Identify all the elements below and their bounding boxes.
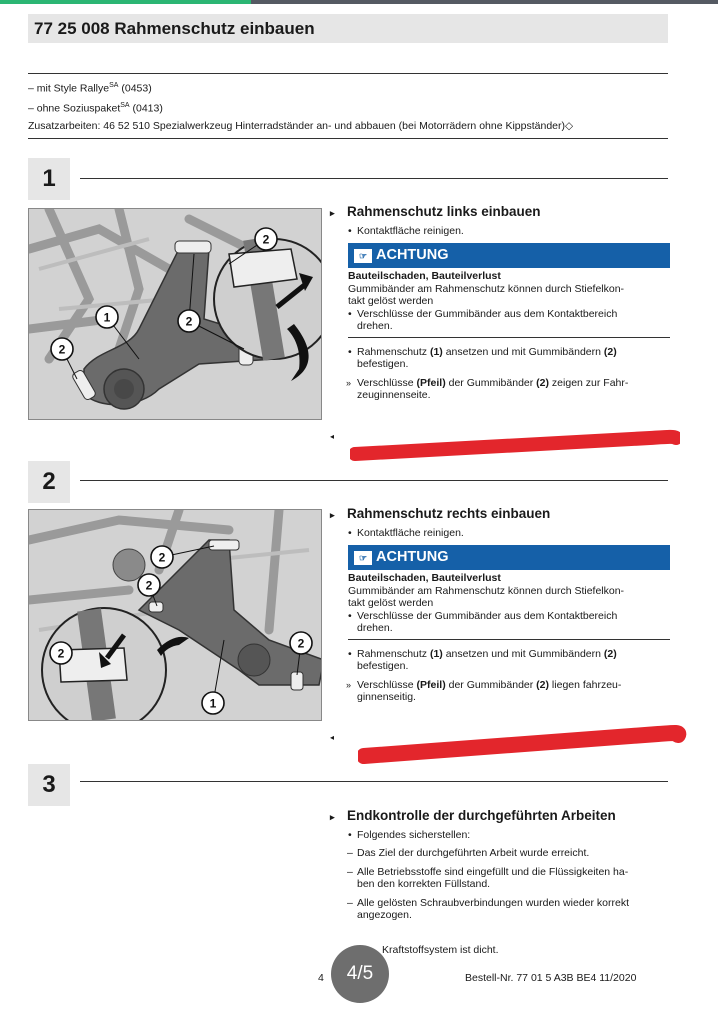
figure-left-frame-guard (28, 208, 322, 420)
list-item: • Folgendes sicherstellen: (348, 828, 471, 841)
list-item: • Rahmenschutz (1) ansetzen und mit Gummibändern (2) befestigen. (348, 647, 617, 672)
page-title: 77 25 008 Rahmenschutz einbauen (34, 19, 315, 38)
meta-line-3: Zusatzarbeiten: 46 52 510 Spezialwerkzeug Hinterradständer an- und abbauen (bei Motorrädern ohne Kippständer)◇ (28, 120, 574, 132)
callout-2 (151, 546, 173, 568)
triangle-icon: ▸ (330, 812, 335, 822)
meta-line-1: – mit Style Rallye$^{SA}$ (0453) (28, 82, 152, 95)
step-heading: ▸ Rahmenschutz links einbauen (330, 204, 541, 219)
callout-2 (178, 310, 200, 332)
title-box (28, 14, 668, 43)
step-heading: ▸ Endkontrolle der durchgeführten Arbeiten (330, 808, 616, 823)
svg-text:2: 2 (262, 232, 270, 247)
red-highlight-stroke (350, 424, 680, 464)
warning-banner: ☞ ACHTUNG (348, 243, 670, 268)
svg-text:2: 2 (57, 646, 65, 661)
step-divider (80, 480, 668, 481)
callout-1 (202, 692, 224, 714)
partial-list-item: Kraftstoffsystem ist dicht. (382, 944, 499, 956)
step-number-1: 1 (28, 158, 70, 200)
callout-2 (50, 642, 72, 664)
note-item: » Verschlüsse (Pfeil) der Gummibänder (2) liegen fahrzeu- ginnenseitig. (346, 678, 622, 703)
callout-2 (51, 338, 73, 360)
callout-2 (255, 228, 277, 250)
list-item: – Alle Betriebsstoffe sind eingefüllt und die Flüssigkeiten ha- ben den korrekten Füllstand. (347, 865, 629, 890)
meta-line-2: – ohne Soziuspaket$^{SA}$ (0413) (28, 102, 163, 115)
list-item: – Alle gelösten Schraubverbindungen wurden wieder korrekt angezogen. (347, 896, 629, 921)
end-marker-icon: ◂ (330, 733, 335, 742)
footer-page-number: 4 (318, 972, 324, 984)
step-divider (80, 781, 668, 782)
svg-text:2: 2 (185, 314, 193, 329)
figure-right-frame-guard (28, 509, 322, 721)
svg-text:2: 2 (158, 550, 166, 565)
list-item: • Kontaktfläche reinigen. (348, 526, 464, 539)
step-3-content (330, 810, 670, 928)
list-item: • Rahmenschutz (1) ansetzen und mit Gummibändern (2) befestigen. (348, 345, 617, 370)
reader-progress-fill (0, 0, 251, 4)
red-highlight-stroke (358, 718, 688, 766)
callout-2 (290, 632, 312, 654)
triangle-icon: ▸ (330, 208, 335, 218)
warning-banner: ☞ ACHTUNG (348, 545, 670, 570)
divider (28, 138, 668, 139)
callout-1 (96, 306, 118, 328)
note-item: » Verschlüsse (Pfeil) der Gummibänder (2) zeigen zur Fahr- zeuginnenseite. (346, 376, 629, 401)
svg-text:2: 2 (58, 342, 66, 357)
footer-order-number: Bestell-Nr. 77 01 5 A3B BE4 11/2020 (465, 972, 637, 984)
step-1-content (330, 206, 670, 408)
step-number-3: 3 (28, 764, 70, 806)
svg-text:2: 2 (145, 578, 153, 593)
svg-text:2: 2 (297, 636, 305, 651)
step-number-2: 2 (28, 461, 70, 503)
triangle-icon: ▸ (330, 510, 335, 520)
list-item: • Kontaktfläche reinigen. (348, 224, 464, 237)
warning-body: Bauteilschaden, Bauteilverlust Gummibänder am Rahmenschutz können durch Stiefelkon- takt gelöst werden • Verschlüsse der Gummibänder aus dem Kontaktbereich drehen. (348, 268, 670, 338)
step-heading: ▸ Rahmenschutz rechts einbauen (330, 506, 551, 521)
warning-hand-icon: ☞ (354, 551, 372, 565)
callout-2 (138, 574, 160, 596)
page-indicator-badge[interactable]: 4/5 (331, 945, 389, 1003)
list-item: – Das Ziel der durchgeführten Arbeit wurde erreicht. (347, 847, 590, 859)
end-marker-icon: ◂ (330, 432, 335, 441)
divider (28, 73, 668, 74)
svg-text:1: 1 (209, 696, 217, 711)
reader-progress-bar (0, 0, 718, 4)
step-divider (80, 178, 668, 179)
warning-hand-icon: ☞ (354, 249, 372, 263)
warning-body: Bauteilschaden, Bauteilverlust Gummibänder am Rahmenschutz können durch Stiefelkon- takt gelöst werden • Verschlüsse der Gummibänder aus dem Kontaktbereich drehen. (348, 570, 670, 640)
step-2-content (330, 508, 670, 710)
svg-text:1: 1 (103, 310, 111, 325)
